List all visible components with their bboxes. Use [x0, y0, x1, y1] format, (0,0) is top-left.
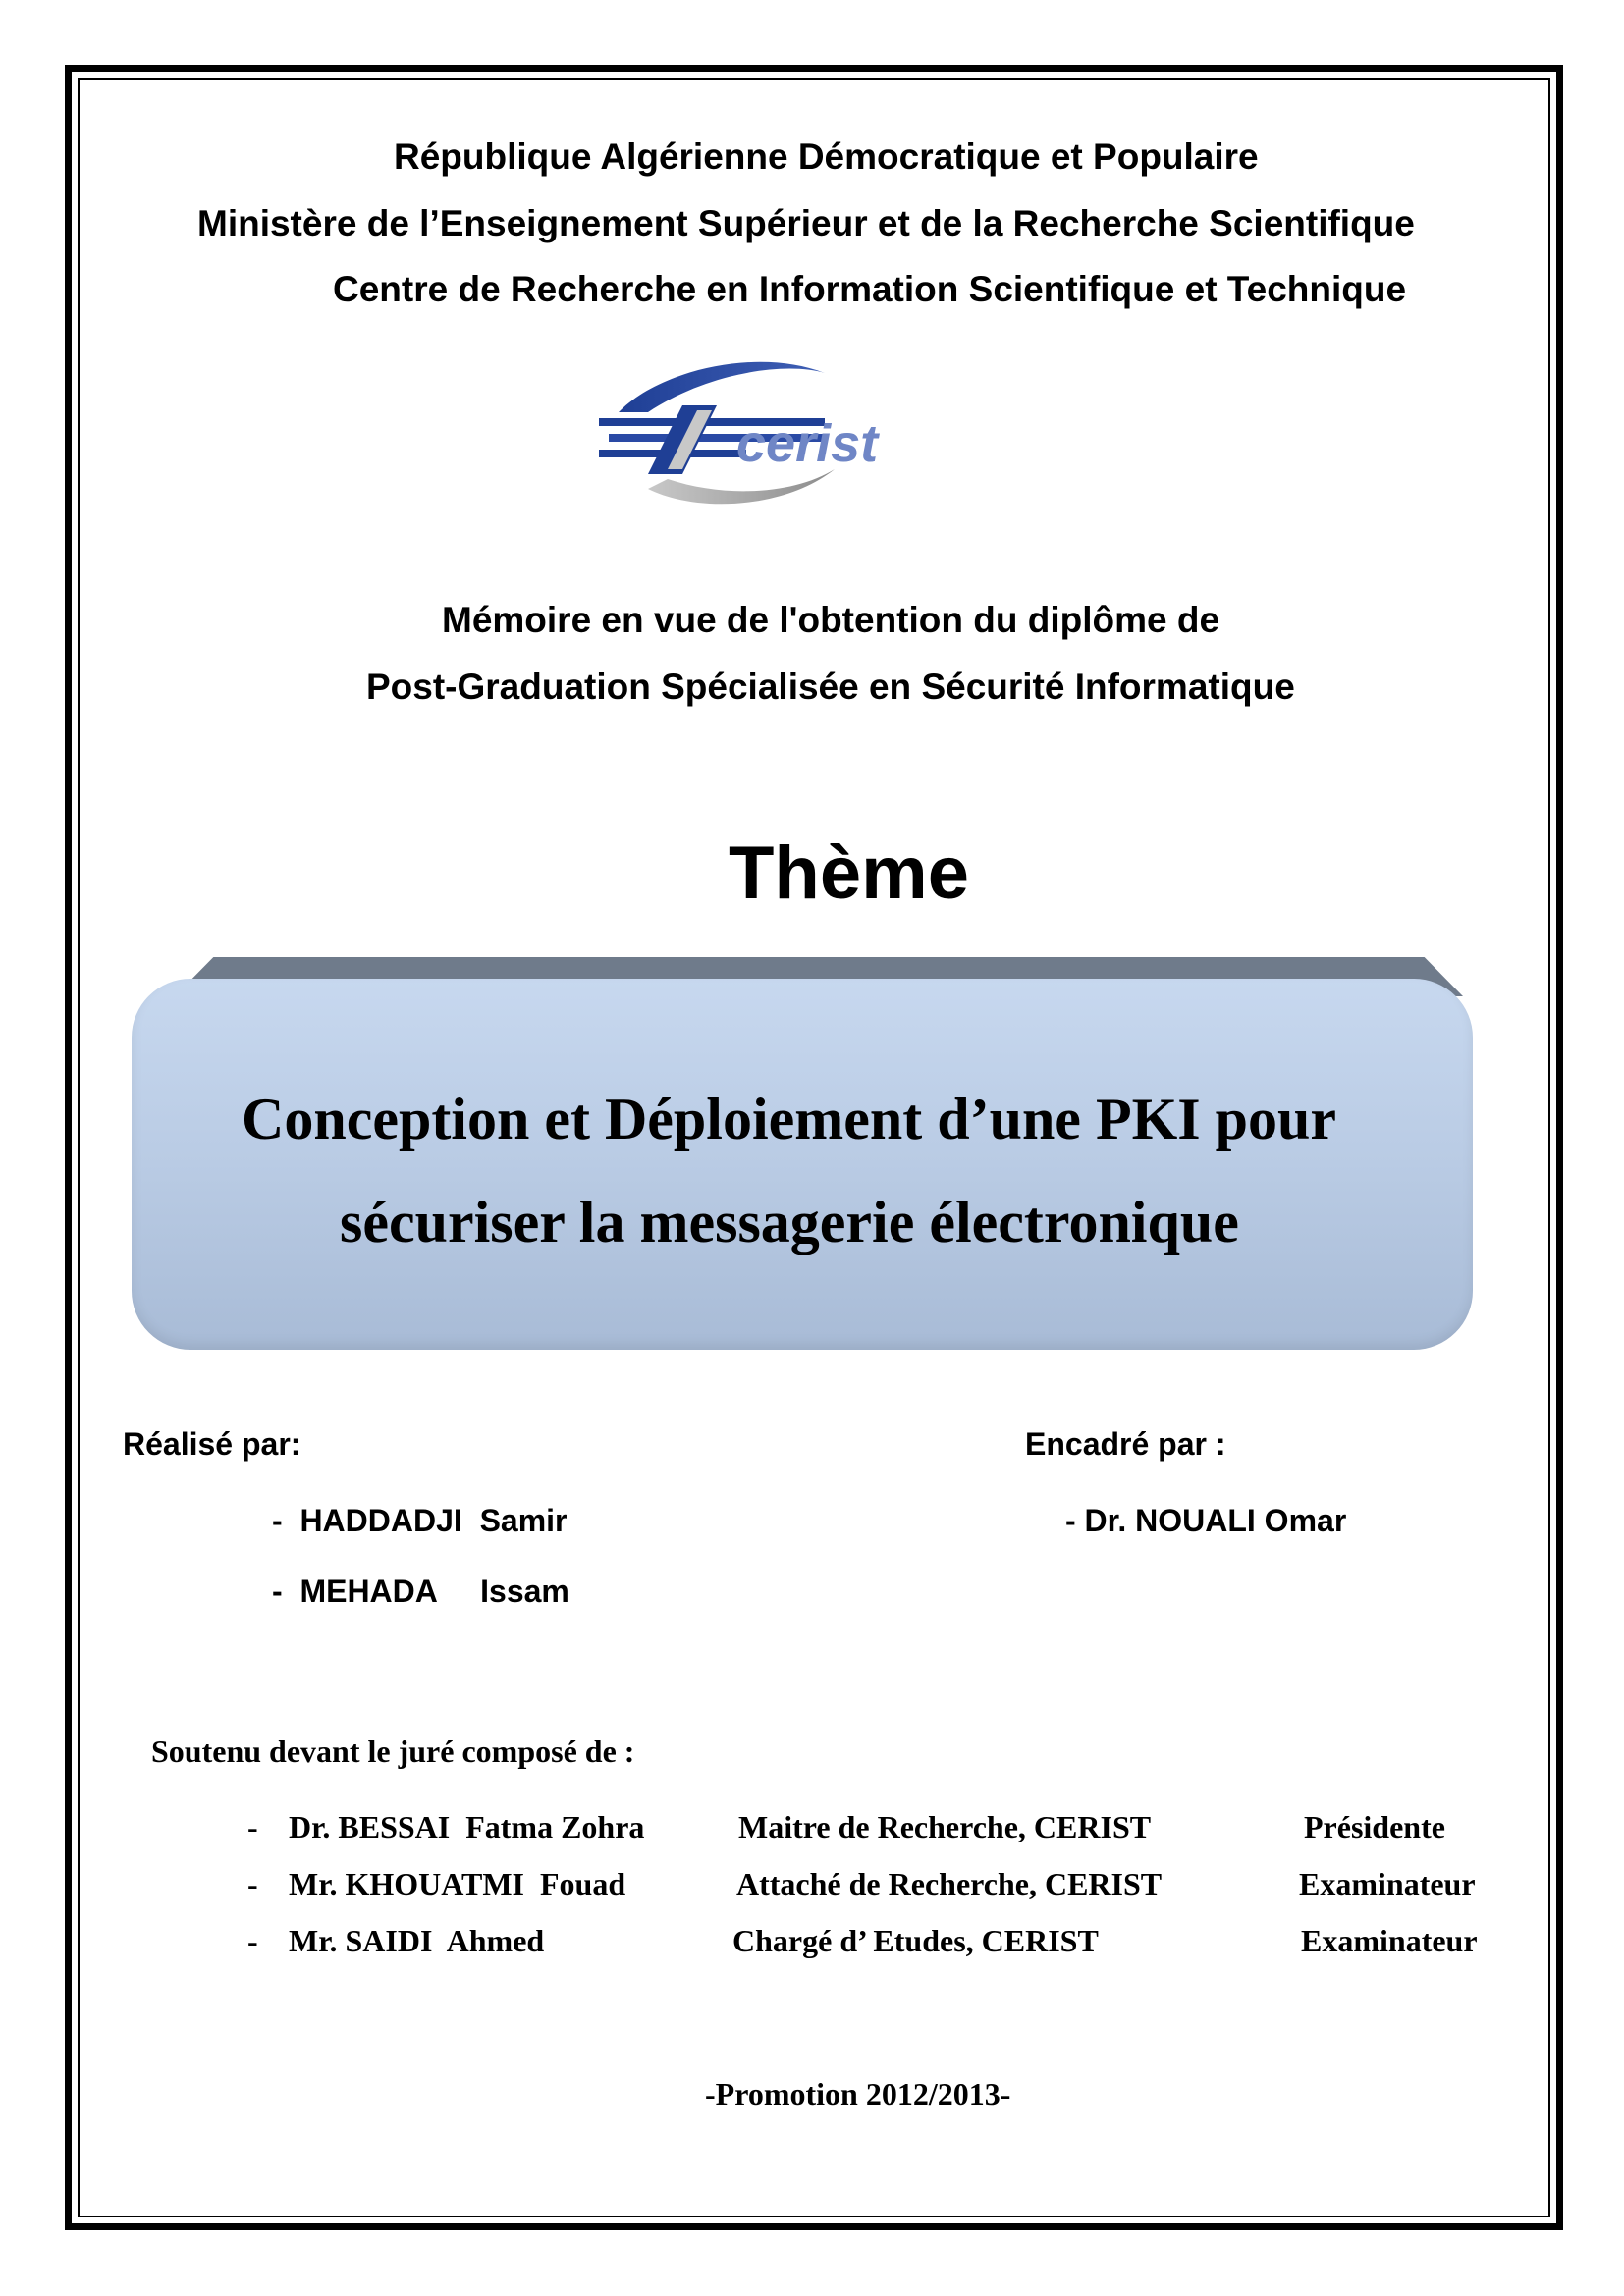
title-box: [132, 979, 1473, 1350]
header-republic: République Algérienne Démocratique et Populaire: [394, 136, 1259, 177]
jury-title: Maitre de Recherche, CERIST: [738, 1809, 1152, 1844]
jury-dash: -: [247, 1809, 258, 1844]
theme-heading: Thème: [729, 831, 969, 915]
author-name: HADDADJI Samir: [299, 1503, 568, 1538]
jury-dash: -: [247, 1923, 258, 1958]
header-center: Centre de Recherche en Information Scientifique et Technique: [333, 269, 1407, 309]
author-dash: -: [272, 1503, 283, 1538]
header-ministry: Ministère de l’Enseignement Supérieur et de la Recherche Scientifique: [197, 203, 1415, 243]
author-dash: -: [272, 1574, 283, 1609]
jury-name: Mr. KHOUATMI Fouad: [289, 1866, 626, 1901]
supervisor-label: Encadré par :: [1025, 1426, 1226, 1462]
author-item: [272, 1502, 568, 1539]
promotion: -Promotion 2012/2013-: [705, 2076, 1011, 2111]
supervisor-name: - Dr. NOUALI Omar: [1065, 1503, 1347, 1538]
authors-label: Réalisé par:: [123, 1426, 301, 1462]
author-name: MEHADA Issam: [299, 1574, 569, 1609]
jury-role: Examinateur: [1299, 1866, 1476, 1901]
cerist-logo: [589, 351, 962, 513]
author-item: [272, 1573, 569, 1610]
jury-name: Mr. SAIDI Ahmed: [289, 1923, 545, 1958]
cerist-logo-text: cerist: [736, 414, 879, 473]
jury-label: Soutenu devant le juré composé de :: [151, 1734, 635, 1769]
jury-title: Chargé d’ Etudes, CERIST: [732, 1923, 1099, 1958]
jury-dash: -: [247, 1866, 258, 1901]
memoire-line1: Mémoire en vue de l'obtention du diplôme de: [442, 600, 1220, 640]
memoire-line2: Post-Graduation Spécialisée en Sécurité Informatique: [366, 667, 1295, 707]
jury-role: Présidente: [1304, 1809, 1445, 1844]
jury-role: Examinateur: [1301, 1923, 1478, 1958]
jury-name: Dr. BESSAI Fatma Zohra: [289, 1809, 645, 1844]
thesis-title-line2: sécuriser la messagerie électronique: [340, 1190, 1239, 1255]
jury-title: Attaché de Recherche, CERIST: [736, 1866, 1163, 1901]
thesis-title-line1: Conception et Déploiement d’une PKI pour: [242, 1087, 1336, 1151]
